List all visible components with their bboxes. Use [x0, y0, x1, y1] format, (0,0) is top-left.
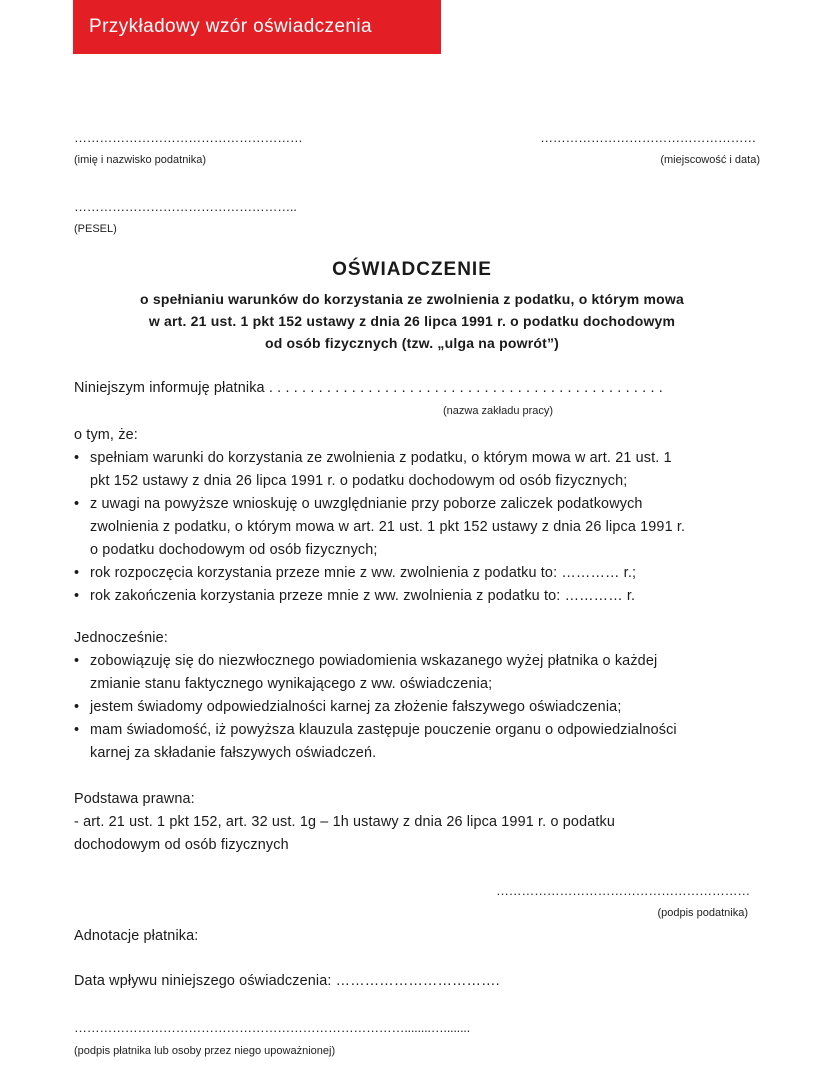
- place-date-dots: ……………………………………………: [540, 130, 756, 145]
- taxpayer-signature-label: (podpis podatnika): [657, 907, 748, 919]
- legal-basis-heading: Podstawa prawna:: [74, 791, 195, 807]
- document-title: OŚWIADCZENIE: [332, 259, 492, 280]
- list-item-line: • jestem świadomy odpowiedzialności karnej za złożenie fałszywego oświadczenia;: [90, 699, 622, 715]
- taxpayer-signature-dots: ……………………………………………………: [495, 883, 750, 898]
- list-item-line: • z uwagi na powyższe wnioskuję o uwzględnianie przy poborze zaliczek podatkowych: [90, 496, 643, 512]
- list-item: [74, 650, 677, 696]
- taxpayer-name-dots: ………………………………………………: [74, 130, 303, 145]
- document-banner: Przykładowy wzór oświadczenia: [73, 0, 441, 54]
- list-item-line: zwolnienia z podatku, o którym mowa w art. 21 ust. 1 pkt 152 ustawy z dnia 26 lipca 1991 r.: [90, 519, 686, 535]
- list-item-line: karnej za składanie fałszywych oświadczeń.: [90, 745, 377, 761]
- list-item: [74, 562, 685, 585]
- payer-signature-dots: ……………………………………………………………………........…........: [74, 1020, 470, 1035]
- subtitle-line: o spełnianiu warunków do korzystania ze zwolnienia z podatku, o którym mowa: [140, 291, 684, 307]
- statement-section: [74, 424, 685, 608]
- pesel-dots: ……………………………………………..: [74, 199, 297, 214]
- legal-basis-line: - art. 21 ust. 1 pkt 152, art. 32 ust. 1g – 1h ustawy z dnia 26 lipca 1991 r. o podatku: [74, 814, 616, 830]
- list-item-line: o podatku dochodowym od osób fizycznych;: [90, 542, 378, 558]
- document-subtitle: [0, 288, 824, 354]
- statement-list: [74, 447, 685, 608]
- list-item: [74, 719, 677, 765]
- list-item-line: • mam świadomość, iż powyższa klauzula zastępuje pouczenie organu o odpowiedzialności: [90, 722, 677, 738]
- legal-basis-section: [74, 788, 615, 857]
- statement-intro: o tym, że:: [74, 427, 138, 443]
- list-item-line: • spełniam warunki do korzystania ze zwolnienia z podatku, o którym mowa w art. 21 ust. 1: [90, 450, 672, 466]
- simultaneously-section: [74, 627, 677, 765]
- payer-notes-heading: Adnotacje płatnika:: [74, 928, 199, 944]
- legal-basis-line: dochodowym od osób fizycznych: [74, 837, 289, 853]
- subtitle-line: od osób fizycznych (tzw. „ulga na powrót”): [264, 335, 560, 351]
- payer-signature-label: (podpis płatnika lub osoby przez niego upoważnionej): [74, 1045, 336, 1057]
- taxpayer-name-label: (imię i nazwisko podatnika): [74, 154, 207, 166]
- list-item: [74, 493, 685, 562]
- list-item: [74, 585, 685, 608]
- list-item-line: • rok rozpoczęcia korzystania przeze mnie z ww. zwolnienia z podatku to: ………… r.;: [90, 565, 637, 581]
- list-item: [74, 447, 685, 493]
- employer-name-label: (nazwa zakładu pracy): [443, 405, 554, 417]
- inform-employer-line: Niniejszym informuję płatnika . . . . . . . . . . . . . . . . . . . . . . . . . . . . . . . . . . . . . . . . . . . . . . . .: [74, 380, 663, 396]
- pesel-label: (PESEL): [74, 223, 117, 235]
- simultaneously-list: [74, 650, 677, 765]
- list-item-line: • zobowiązuję się do niezwłocznego powiadomienia wskazanego wyżej płatnika o każdej: [90, 653, 658, 669]
- simultaneously-heading: Jednocześnie:: [74, 630, 168, 646]
- list-item-line: pkt 152 ustawy z dnia 26 lipca 1991 r. o podatku dochodowym od osób fizycznych;: [90, 473, 628, 489]
- subtitle-line: w art. 21 ust. 1 pkt 152 ustawy z dnia 26 lipca 1991 r. o podatku dochodowym: [148, 313, 676, 329]
- list-item: [74, 696, 677, 719]
- place-date-label: (miejscowość i data): [660, 154, 760, 166]
- list-item-line: zmianie stanu faktycznego wynikającego z ww. oświadczenia;: [90, 676, 493, 692]
- receipt-date-line: Data wpływu niniejszego oświadczenia: …………………………….: [74, 973, 500, 989]
- list-item-line: • rok zakończenia korzystania przeze mnie z ww. zwolnienia z podatku to: ………… r.: [90, 588, 636, 604]
